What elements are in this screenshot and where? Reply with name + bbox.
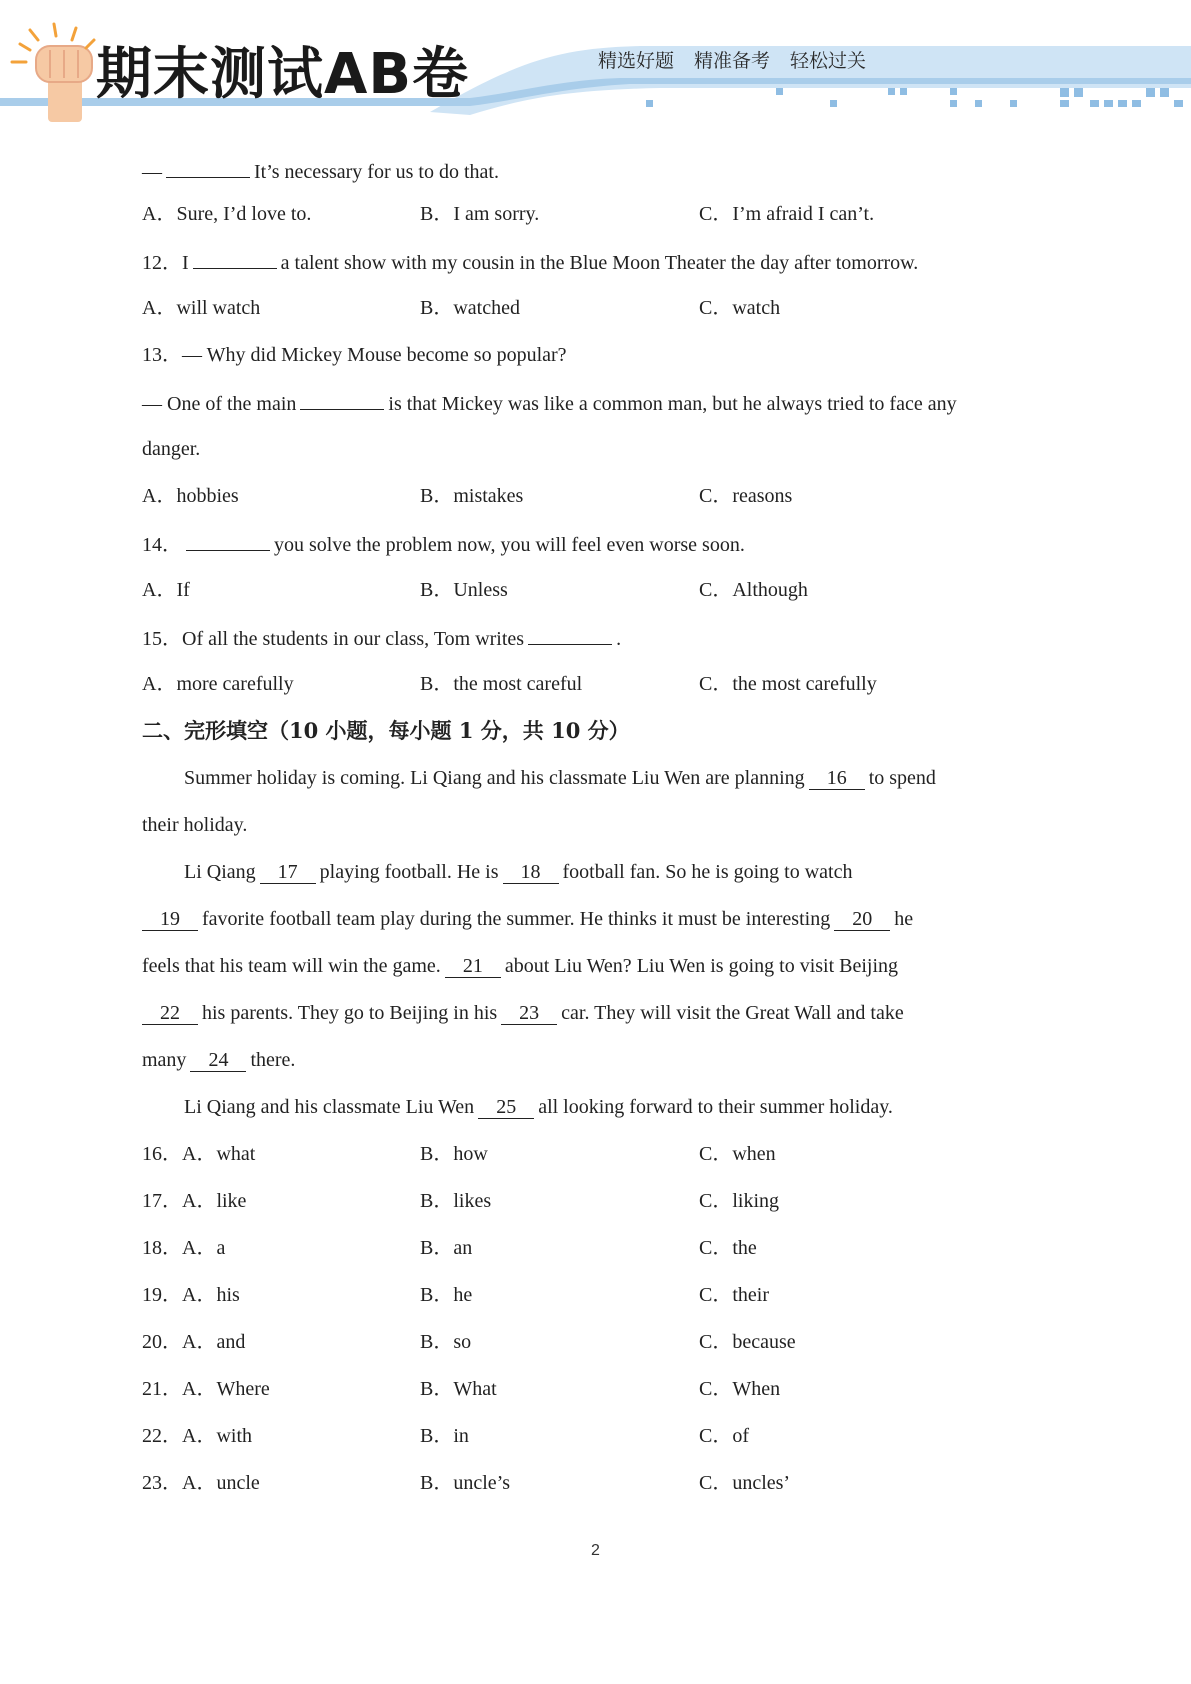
option-b: B．I am sorry.	[420, 203, 540, 225]
answer-blank	[528, 624, 612, 645]
option-c: C．I’m afraid I can’t.	[699, 203, 875, 225]
option-a: 23．A．uncle	[142, 1472, 260, 1494]
option-b: B．Unless	[420, 579, 508, 601]
blank-16: 16	[809, 767, 865, 790]
option-a: 16．A．what	[142, 1143, 256, 1165]
option-b: B．watched	[420, 297, 520, 319]
blank-18: 18	[503, 861, 559, 884]
blank-21: 21	[445, 955, 501, 978]
question-11-tail: — It’s necessary for us to do that.	[142, 157, 499, 185]
passage-line-2: their holiday.	[142, 814, 248, 836]
question-14: 14． you solve the problem now, you will feel even worse soon.	[142, 530, 745, 558]
blank-20: 20	[834, 908, 890, 931]
blank-17: 17	[260, 861, 316, 884]
option-c: C．uncles’	[699, 1472, 791, 1494]
option-b: B．so	[420, 1331, 472, 1353]
option-a: A．more carefully	[142, 673, 294, 695]
option-a: A．will watch	[142, 297, 261, 319]
option-b: B．he	[420, 1284, 473, 1306]
slogan-3: 轻松过关	[790, 50, 867, 72]
option-c: C．reasons	[699, 485, 793, 507]
blank-25: 25	[478, 1096, 534, 1119]
answer-blank	[300, 389, 384, 410]
option-b: B．the most careful	[420, 673, 583, 695]
option-c: C．when	[699, 1143, 776, 1165]
blank-24: 24	[190, 1049, 246, 1072]
question-13-continuation: danger.	[142, 438, 201, 460]
option-b: B．likes	[420, 1190, 492, 1212]
header-slogans	[598, 46, 866, 73]
option-c: C．Although	[699, 579, 808, 601]
answer-blank	[186, 530, 270, 551]
option-c: C．liking	[699, 1190, 780, 1212]
answer-blank	[166, 157, 250, 178]
section-2-heading: 二、完形填空（10 小题，每小题 1 分，共 10 分）	[142, 718, 630, 743]
option-b: B．uncle’s	[420, 1472, 510, 1494]
option-c: C．When	[699, 1378, 781, 1400]
passage-line-3: Li Qiang 17 playing football. He is 18 football fan. So he is going to watch	[184, 861, 853, 883]
option-a: 21．A．Where	[142, 1378, 270, 1400]
page-header	[0, 0, 1191, 125]
page-title: 期末测试AB卷	[96, 42, 470, 107]
option-a: 17．A．like	[142, 1190, 247, 1212]
answer-blank	[193, 248, 277, 269]
slogan-2: 精准备考	[694, 50, 771, 72]
option-a: A．Sure, I’d love to.	[142, 203, 312, 225]
option-b: B．an	[420, 1237, 473, 1259]
question-13: 13．— Why did Mickey Mouse become so popular?	[142, 344, 567, 366]
option-a: 19．A．his	[142, 1284, 240, 1306]
passage-line-7: many 24 there.	[142, 1049, 296, 1071]
passage-line-8: Li Qiang and his classmate Liu Wen 25 all looking forward to their summer holiday.	[184, 1096, 893, 1118]
slogan-1: 精选好题	[598, 50, 675, 72]
option-a: 18．A．a	[142, 1237, 226, 1259]
option-a: 20．A．and	[142, 1331, 246, 1353]
option-b: B．how	[420, 1143, 488, 1165]
passage-line-6: 22 his parents. They go to Beijing in his 23 car. They will visit the Great Wall and take	[142, 1000, 904, 1026]
option-c: C．of	[699, 1425, 749, 1447]
option-b: B．in	[420, 1425, 469, 1447]
option-a: A．If	[142, 579, 190, 601]
passage-line-1: Summer holiday is coming. Li Qiang and his classmate Liu Wen are planning 16 to spend	[184, 767, 936, 789]
question-13-answer-line: — One of the main is that Mickey was like a common man, but he always tried to face any	[142, 389, 957, 417]
passage-line-4: 19 favorite football team play during the summer. He thinks it must be interesting 20 he	[142, 906, 913, 932]
blank-19: 19	[142, 908, 198, 931]
option-c: C．the	[699, 1237, 757, 1259]
option-b: B．What	[420, 1378, 497, 1400]
option-c: C．because	[699, 1331, 796, 1353]
blank-23: 23	[501, 1002, 557, 1025]
option-c: C．their	[699, 1284, 769, 1306]
option-a: 22．A．with	[142, 1425, 252, 1447]
passage-line-5: feels that his team will win the game. 21 about Liu Wen? Liu Wen is going to visit Beijing	[142, 955, 899, 977]
option-b: B．mistakes	[420, 485, 524, 507]
question-15: 15．Of all the students in our class, Tom writes .	[142, 624, 621, 652]
option-c: C．the most carefully	[699, 673, 877, 695]
page-number: 2	[591, 1542, 600, 1559]
option-c: C．watch	[699, 297, 781, 319]
blank-22: 22	[142, 1002, 198, 1025]
option-a: A．hobbies	[142, 485, 239, 507]
question-12: 12．I a talent show with my cousin in the Blue Moon Theater the day after tomorrow.	[142, 248, 918, 276]
fist-icon	[12, 24, 94, 122]
